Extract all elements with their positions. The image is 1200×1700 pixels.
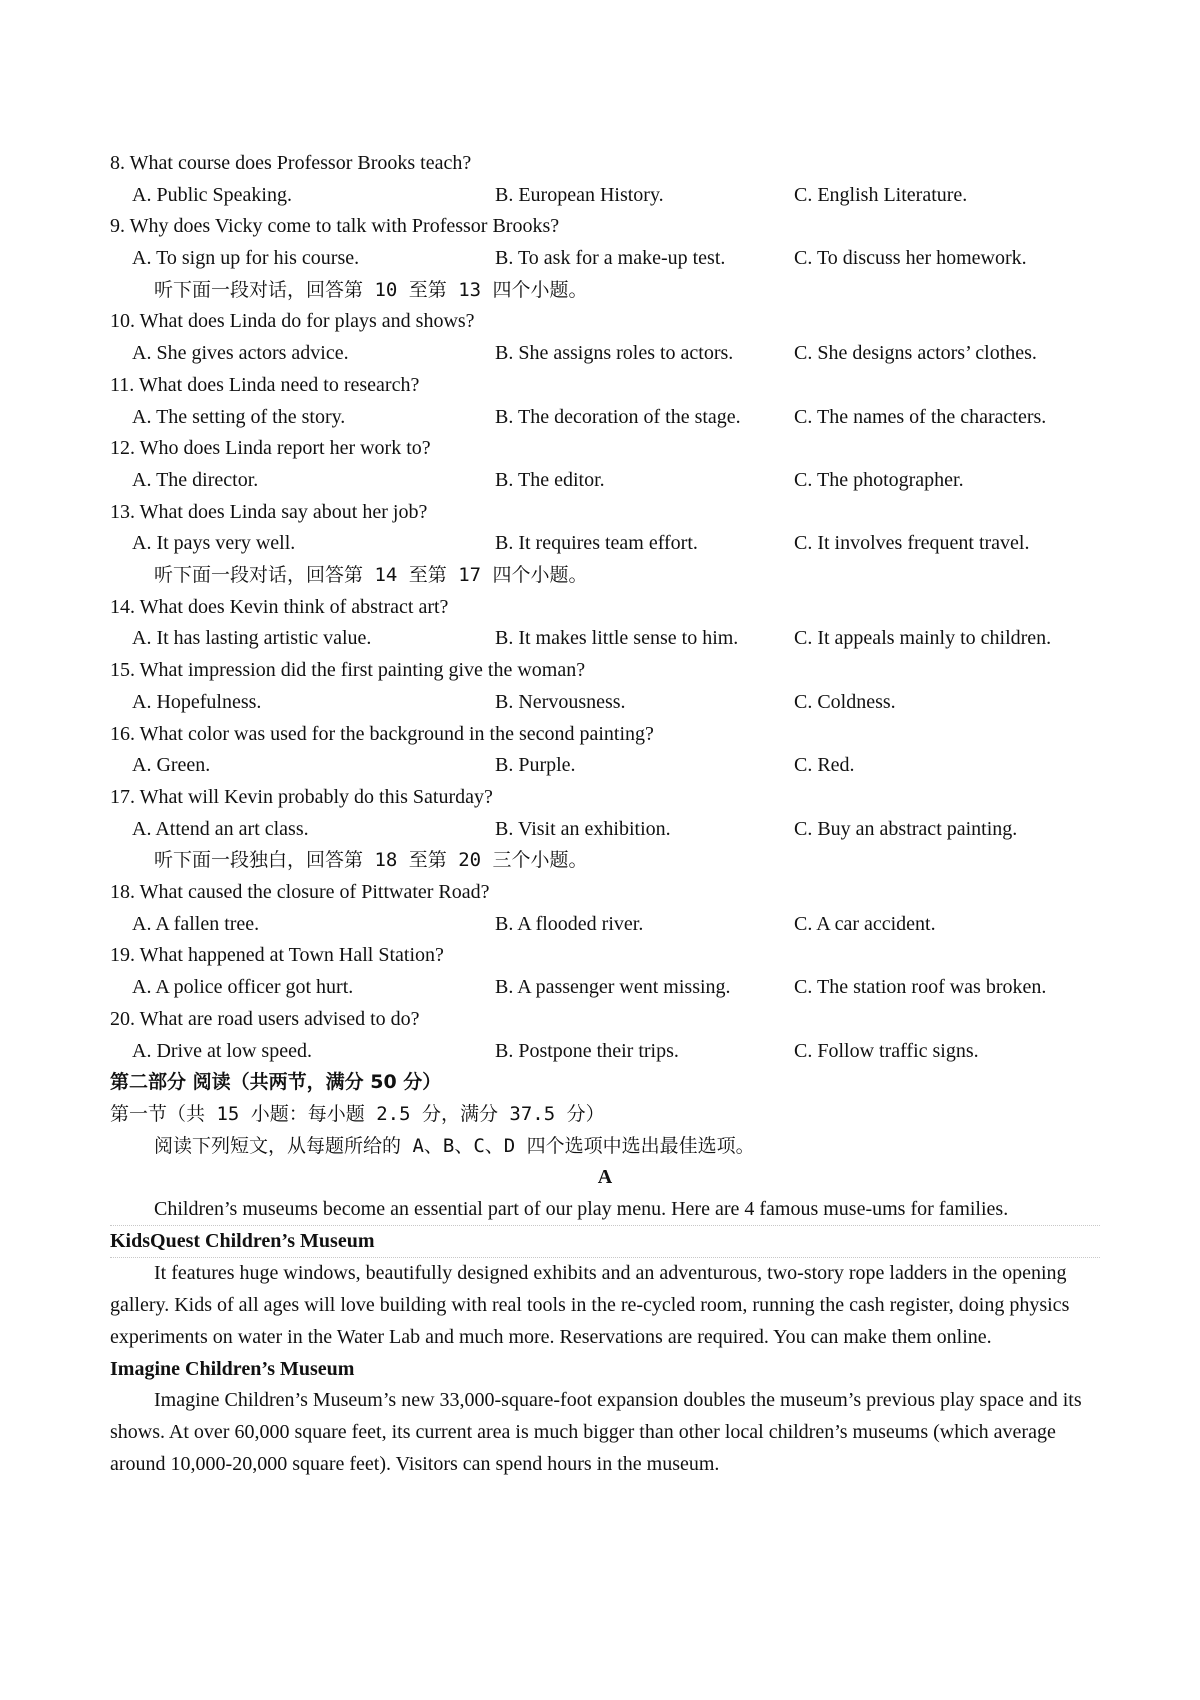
option-b: B. She assigns roles to actors.	[495, 342, 734, 365]
question-12-options	[110, 465, 1100, 497]
reading-instruction: 阅读下列短文，从每题所给的 A、B、C、D 四个选项中选出最佳选项。	[154, 1134, 755, 1157]
option-c: C. To discuss her homework.	[794, 247, 1027, 270]
option-b: B. It makes little sense to him.	[495, 627, 739, 650]
question-8-stem: 8. What course does Professor Brooks teach?	[110, 152, 472, 174]
question-10-stem: 10. What does Linda do for plays and shows?	[110, 310, 475, 333]
option-b: B. A passenger went missing.	[495, 976, 731, 999]
option-b: B. The editor.	[495, 468, 605, 491]
option-a: A. Public Speaking.	[132, 183, 292, 206]
question-18-options	[110, 909, 1100, 941]
question-19-options	[110, 972, 1100, 1004]
question-16-stem: 16. What color was used for the background in the second painting?	[110, 722, 654, 745]
question-18-stem: 18. What caused the closure of Pittwater Road?	[110, 881, 490, 904]
question-10-options	[110, 338, 1100, 370]
question-14-stem: 14. What does Kevin think of abstract art?	[110, 595, 449, 618]
museum-title-kidsquest: KidsQuest Children’s Museum	[110, 1225, 1100, 1259]
question-9-stem: 9. Why does Vicky come to talk with Professor Brooks?	[110, 215, 560, 238]
option-c: C. Follow traffic signs.	[794, 1039, 979, 1062]
option-a: A. Green.	[132, 754, 211, 777]
exam-page	[110, 148, 1100, 1480]
option-b: B. A flooded river.	[495, 912, 644, 935]
passage-label: A	[597, 1166, 613, 1189]
option-a: A. A fallen tree.	[132, 912, 260, 935]
option-c: C. Buy an abstract painting.	[794, 817, 1018, 840]
option-c: C. She designs actors’ clothes.	[794, 342, 1037, 365]
question-20-stem: 20. What are road users advised to do?	[110, 1007, 420, 1030]
listening-instruction-10-13: 听下面一段对话，回答第 10 至第 13 四个小题。	[154, 278, 588, 301]
question-15-stem: 15. What impression did the first painting give the woman?	[110, 659, 586, 682]
option-b: B. European History.	[495, 183, 664, 206]
question-13-stem: 13. What does Linda say about her job?	[110, 500, 428, 523]
option-c: C. It appeals mainly to children.	[794, 627, 1052, 650]
option-a: A. Drive at low speed.	[132, 1039, 312, 1062]
option-c: C. The names of the characters.	[794, 405, 1047, 428]
museum-title-imagine: Imagine Children’s Museum	[110, 1357, 355, 1380]
option-c: C. The photographer.	[794, 468, 964, 491]
option-a: A. To sign up for his course.	[132, 247, 360, 270]
option-c: C. Red.	[794, 754, 855, 777]
option-c: C. It involves frequent travel.	[794, 532, 1030, 555]
section-one-title: 第一节（共 15 小题：每小题 2.5 分，满分 37.5 分）	[110, 1102, 605, 1125]
question-19-stem: 19. What happened at Town Hall Station?	[110, 944, 444, 967]
option-c: C. A car accident.	[794, 912, 936, 935]
passage-intro: Children’s museums become an essential part of our play menu. Here are 4 famous muse-ums for families.	[154, 1198, 1009, 1220]
option-b: B. Postpone their trips.	[495, 1039, 679, 1062]
museum-text-imagine: Imagine Children’s Museum’s new 33,000-square-foot expansion doubles the museum’s previous play space and its shows. At over 60,000 square feet, its current area is much bigger than other local children’s museums (which average around 10,000-20,000 square feet). Visitors can spend hours in the museum.	[110, 1389, 1082, 1475]
question-11-options	[110, 402, 1100, 434]
option-b: B. The decoration of the stage.	[495, 405, 741, 428]
question-8-options	[110, 180, 1100, 212]
option-a: A. It pays very well.	[132, 532, 296, 555]
question-13-options	[110, 528, 1100, 560]
option-c: C. Coldness.	[794, 690, 896, 713]
listening-instruction-18-20: 听下面一段独白，回答第 18 至第 20 三个小题。	[154, 849, 588, 872]
option-a: A. It has lasting artistic value.	[132, 627, 372, 650]
option-c: C. The station roof was broken.	[794, 976, 1047, 999]
option-b: B. It requires team effort.	[495, 532, 698, 555]
option-a: A. The director.	[132, 468, 259, 491]
listening-instruction-14-17: 听下面一段对话，回答第 14 至第 17 四个小题。	[154, 564, 588, 587]
option-a: A. Attend an art class.	[132, 817, 309, 840]
option-b: B. Visit an exhibition.	[495, 817, 671, 840]
question-17-stem: 17. What will Kevin probably do this Saturday?	[110, 785, 493, 808]
question-9-options	[110, 243, 1100, 275]
part-two-title: 第二部分 阅读（共两节，满分 50 分）	[110, 1071, 442, 1094]
question-14-options	[110, 623, 1100, 655]
option-a: A. She gives actors advice.	[132, 342, 349, 365]
option-b: B. To ask for a make-up test.	[495, 247, 726, 270]
museum-text-kidsquest: It features huge windows, beautifully designed exhibits and an adventurous, two-story rope ladders in the opening gallery. Kids of all ages will love building with real tools in the re-cycled room, running the cash register, doing physics experiments on water in the Water Lab and much more. Reservations are required. You can make them online.	[110, 1262, 1070, 1348]
question-17-options	[110, 814, 1100, 846]
option-a: A. Hopefulness.	[132, 690, 262, 713]
option-a: A. The setting of the story.	[132, 405, 346, 428]
option-c: C. English Literature.	[794, 183, 968, 206]
option-a: A. A police officer got hurt.	[132, 976, 354, 999]
question-20-options	[110, 1036, 1100, 1068]
question-12-stem: 12. Who does Linda report her work to?	[110, 437, 431, 460]
option-b: B. Purple.	[495, 754, 576, 777]
question-15-options	[110, 687, 1100, 719]
question-11-stem: 11. What does Linda need to research?	[110, 373, 420, 396]
question-16-options	[110, 750, 1100, 782]
option-b: B. Nervousness.	[495, 690, 626, 713]
